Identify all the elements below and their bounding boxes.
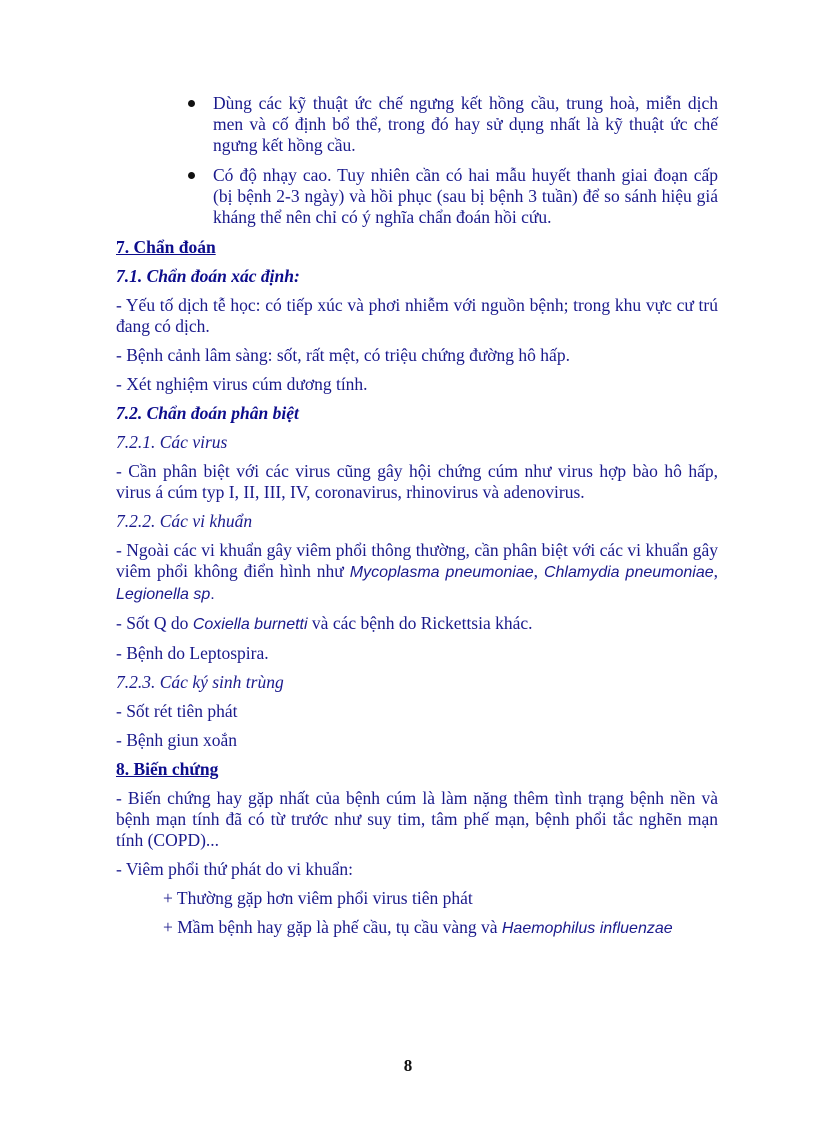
paragraph: - Xét nghiệm virus cúm dương tính.	[116, 374, 368, 394]
paragraph: - Viêm phổi thứ phát do vi khuẩn:	[116, 859, 354, 879]
text-run: - Ngoài các vi khuẩn gây viêm phổi thông thường, cần phân biệt với các vi khuẩn gây viêm phổi không điển hình như	[116, 540, 718, 581]
bullet-dot-icon	[188, 100, 195, 107]
section-7-1-heading: 7.1. Chẩn đoán xác định:	[116, 266, 300, 286]
species-name: Chlamydia pneumoniae	[543, 564, 714, 581]
page-number: 8	[403, 1056, 413, 1075]
section-7-heading: 7. Chẩn đoán	[116, 237, 216, 257]
text-run: - Sốt Q do	[116, 613, 193, 633]
species-name: Coxiella burnetti	[192, 616, 308, 633]
section-8-heading: 8. Biến chứng	[116, 759, 219, 779]
sub-item	[116, 917, 718, 939]
bullet-dot-icon	[188, 172, 195, 179]
section-7-2-2-heading: 7.2.2. Các vi khuẩn	[116, 511, 253, 531]
section-7-2-heading: 7.2. Chẩn đoán phân biệt	[116, 403, 299, 423]
paragraph: - Bệnh do Leptospira.	[116, 643, 269, 663]
bullet-text: Dùng các kỹ thuật ức chế ngưng kết hồng cầu, trung hoà, miễn dịch men và cố định bổ thể, trong đó hay sử dụng nhất là kỹ thuật ức chế ngưng kết hồng cầu.	[213, 93, 718, 155]
species-name: Legionella sp	[116, 586, 211, 603]
sub-item: + Thường gặp hơn viêm phổi virus tiên phát	[163, 888, 473, 908]
text-run: ,	[713, 561, 718, 581]
text-run: ,	[533, 561, 544, 581]
document-page	[116, 93, 718, 947]
section-7-2-1-heading: 7.2.1. Các virus	[116, 432, 228, 452]
paragraph: - Yếu tố dịch tễ học: có tiếp xúc và phơi nhiễm với nguồn bệnh; trong khu vực cư trú đang có dịch.	[116, 295, 718, 336]
bullet-item	[116, 165, 718, 228]
bullet-text: Có độ nhạy cao. Tuy nhiên cần có hai mẫu huyết thanh giai đoạn cấp (bị bệnh 2-3 ngày) và hồi phục (sau bị bệnh 3 tuần) để so sánh hiệu giá kháng thể nên chỉ có ý nghĩa chẩn đoán hồi cứu.	[213, 165, 718, 227]
paragraph: - Bệnh cảnh lâm sàng: sốt, rất mệt, có triệu chứng đường hô hấp.	[116, 345, 570, 365]
text-run: và các bệnh do Rickettsia khác.	[307, 613, 533, 633]
paragraph: - Cần phân biệt với các virus cũng gây hội chứng cúm như virus hợp bào hô hấp, virus á cúm typ I, II, III, IV, coronavirus, rhinovirus và adenovirus.	[116, 461, 718, 502]
text-run: .	[210, 586, 215, 603]
paragraph: - Biến chứng hay gặp nhất của bệnh cúm là làm nặng thêm tình trạng bệnh nền và bệnh mạn tính đã có từ trước như suy tim, tâm phế mạn, bệnh phổi tắc nghẽn mạn tính (COPD)...	[116, 788, 718, 850]
paragraph: - Sốt rét tiên phát	[116, 701, 238, 721]
section-7-2-3-heading: 7.2.3. Các ký sinh trùng	[116, 672, 284, 692]
paragraph	[116, 540, 718, 605]
text-run: + Mầm bệnh hay gặp là phế cầu, tụ cầu vàng và	[163, 917, 502, 937]
bullet-list	[116, 93, 718, 228]
paragraph	[116, 613, 718, 635]
species-name: Mycoplasma pneumoniae	[349, 564, 534, 581]
species-name: Haemophilus influenzae	[501, 920, 673, 937]
paragraph: - Bệnh giun xoắn	[116, 730, 238, 750]
bullet-item	[116, 93, 718, 156]
